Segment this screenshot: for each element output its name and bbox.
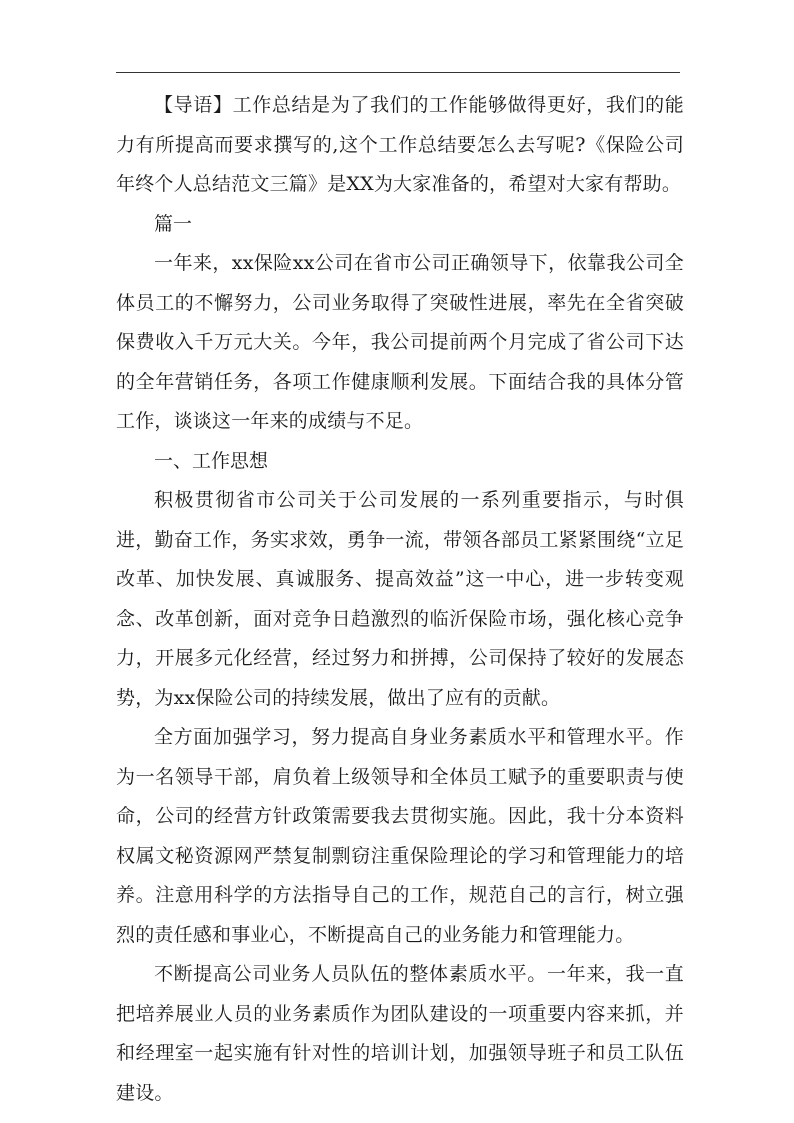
intro-paragraph: 【导语】工作总结是为了我们的工作能够做得更好，我们的能力有所提高而要求撰写的,这个工作总结要怎么去写呢?《保险公司年终个人总结范文三篇》是XX为大家准备的，希望对大家有帮助。: [116, 94, 684, 195]
opening-paragraph: 一年来，xx保险xx公司在省市公司正确领导下，依靠我公司全体员工的不懈努力，公司业务取得了突破性进展，率先在全省突破保费收入千万元大关。今年，我公司提前两个月完成了省公司下达的全年营销任务，各项工作健康顺利发展。下面结合我的具体分管工作，谈谈这一年来的成绩与不足。: [116, 252, 684, 432]
document-body: [116, 86, 684, 1113]
header-rule: [116, 72, 680, 73]
part-title: 篇一: [154, 212, 193, 235]
body-paragraph: 全方面加强学习，努力提高自身业务素质水平和管理水平。作为一名领导干部，肩负着上级领导和全体员工赋予的重要职责与使命，公司的经营方针政策需要我去贯彻实施。因此，我十分本资料权属文秘资源网严禁复制剽窃注重保险理论的学习和管理能力的培养。注意用科学的方法指导自己的工作，规范自己的言行，树立强烈的责任感和事业心，不断提高自己的业务能力和管理能力。: [116, 726, 684, 946]
section-title: 一、工作思想: [154, 449, 269, 472]
body-paragraph: 不断提高公司业务人员队伍的整体素质水平。一年来，我一直把培养展业人员的业务素质作为团队建设的一项重要内容来抓，并和经理室一起实施有针对性的培训计划，加强领导班子和员工队伍建设。: [116, 963, 684, 1104]
body-paragraph: 积极贯彻省市公司关于公司发展的一系列重要指示，与时俱进，勤奋工作，务实求效，勇争一流，带领各部员工紧紧围绕“立足改革、加快发展、真诚服务、提高效益”这一中心，进一步转变观念、改革创新，面对竞争日趋激烈的临沂保险市场，强化核心竞争力，开展多元化经营，经过努力和拼搏，公司保持了较好的发展态势，为xx保险公司的持续发展，做出了应有的贡献。: [116, 489, 684, 709]
